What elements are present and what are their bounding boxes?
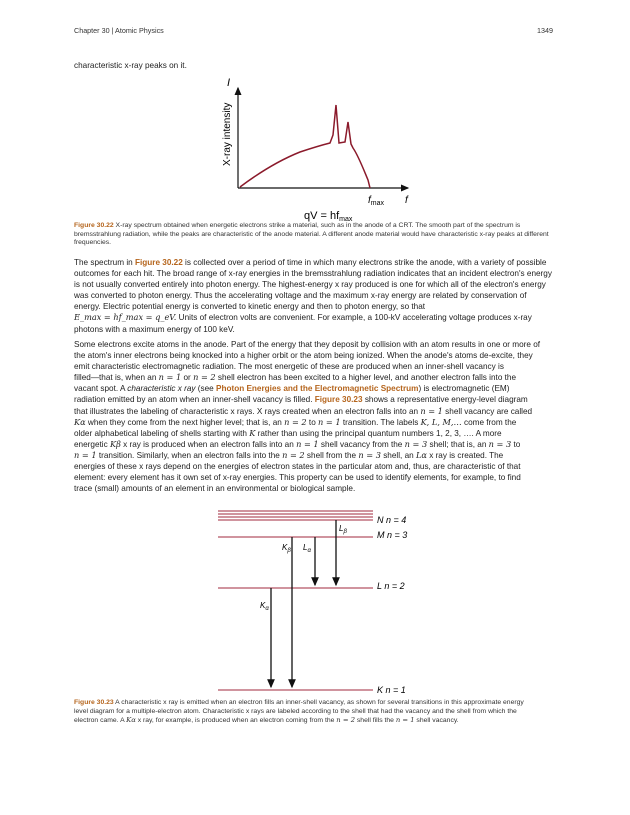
y-axis-label: X-ray intensity xyxy=(222,102,233,166)
energy-level-diagram xyxy=(210,505,420,700)
qv-equation: qV = hfmax xyxy=(304,210,353,223)
f-axis-label: f xyxy=(405,195,408,206)
l-beta-label: $L_\beta$ xyxy=(339,524,347,535)
page-number: 1349 xyxy=(537,26,553,35)
figure-30-23-link[interactable]: Figure 30.23 xyxy=(314,395,363,405)
xray-spectrum-figure xyxy=(200,70,430,230)
emax-equation: E_max = hf_max = q_eV. xyxy=(74,312,177,323)
paragraph-spectrum: The spectrum in Figure 30.22 is collected over a period of time in which many electrons strike the anode, with a variety of possible outcomes for each hit. The broad range of x-ray energies in the bremsstrahlung radiation indicates that an incident electron's energy is not usually converted entirely into photon energy. The highest-energy x ray produced is one for which all of the electron's energy was converted to photon energy. Thus the accelerating voltage and the maximum x-ray energy are related by conservation of energy. Electric potential energy is converted to kinetic energy and then to photon energy, so that E_max = hf_max = q_eV. Units of electron volts are convenient. For example, a 100-kV accelerating voltage produces x-ray photons with a maximum energy of 100 keV. xyxy=(74,258,552,334)
figure-30-22-caption: Figure 30.22 X-ray spectrum obtained when energetic electrons strike a material, such as in the anode of a CRT. The smooth part of the spectrum is bremsstrahlung radiation, while the peaks are characteristic of the anode material. A different anode material would have characteristic x-ray peaks at different frequencies. xyxy=(74,222,549,247)
paragraph-characteristic: Some electrons excite atoms in the anode. Part of the energy that they deposit by collision with an atom results in one or more of the atom's inner electrons being knocked into a higher orbit or the atom being ionized. When the anode's atoms de-excite, they emit characteristic electromagnetic radiation. The most energetic of these are produced when an inner-shell vacancy is filled—that is, when an n = 1 or n = 2 shell electron has been excited to a higher level, and another electron falls into the vacant spot. A characteristic x ray (see Photon Energies and the Electromagnetic Spectrum) is electromagnetic (EM) radiation emitted by an atom when an inner-shell vacancy is filled. Figure 30.23 shows a representative energy-level diagram that illustrates the labeling of characteristic x rays. X rays created when an electron falls into an n = 1 shell vacancy are called Kα when they come from the next higher level; that is, an n = 2 to n = 1 transition. The labels K, L, M,… come from the older alphabetical labeling of shells starting with K rather than using the principal quantum numbers 1, 2, 3, …. A more energetic Kβ x ray is produced when an electron falls into an n = 1 shell vacancy from the n = 3 shell; that is, an n = 3 to n = 1 transition. Similarly, when an electron falls into the n = 2 shell from the n = 3 shell, an Lα x ray is created. The energies of these x rays depend on the energies of electron states in the particular atom and, thus, are characteristic of that element: every element has it own set of x-ray energies. This property can be used to identify elements, for example, to find trace (small) amounts of an element in an environmental or biological sample. xyxy=(74,340,541,494)
figure-30-23-caption: Figure 30.23 A characteristic x ray is emitted when an electron fills an inner-shell vacancy, as shown for several transitions in this approximate energy level diagram for a multiple-electron atom. Characteristic x rays are labeled according to the shell that had the vacancy and the shell from which the electron came. A Kα x ray, for example, is produced when an electron coming from the n = 2 shell fills the n = 1 shell vacancy. xyxy=(74,699,524,725)
spectrum-curve xyxy=(240,105,370,188)
k-alpha-label: $K_\alpha$ xyxy=(260,601,269,612)
level-l-label: L n = 2 xyxy=(377,581,405,591)
figure-30-22-label: Figure 30.22 xyxy=(74,222,114,229)
fmax-label: $f_{max}$ xyxy=(368,195,385,207)
k-beta-label: $K_\beta$ xyxy=(282,543,291,554)
n-shell-lines xyxy=(218,511,373,520)
em-spectrum-link[interactable]: Photon Energies and the Electromagnetic Spectrum xyxy=(216,384,419,394)
figure-30-22-link[interactable]: Figure 30.22 xyxy=(134,258,183,267)
y-axis-symbol: I xyxy=(227,77,231,89)
intro-line: characteristic x-ray peaks on it. xyxy=(74,61,187,70)
level-m-label: M n = 3 xyxy=(377,530,408,540)
level-n-label: N n = 4 xyxy=(377,515,407,525)
chapter-header: Chapter 30 | Atomic Physics xyxy=(74,26,164,35)
figure-30-23-label: Figure 30.23 xyxy=(74,699,114,706)
l-alpha-label: $L_\alpha$ xyxy=(303,543,311,554)
level-k-label: K n = 1 xyxy=(377,685,406,695)
